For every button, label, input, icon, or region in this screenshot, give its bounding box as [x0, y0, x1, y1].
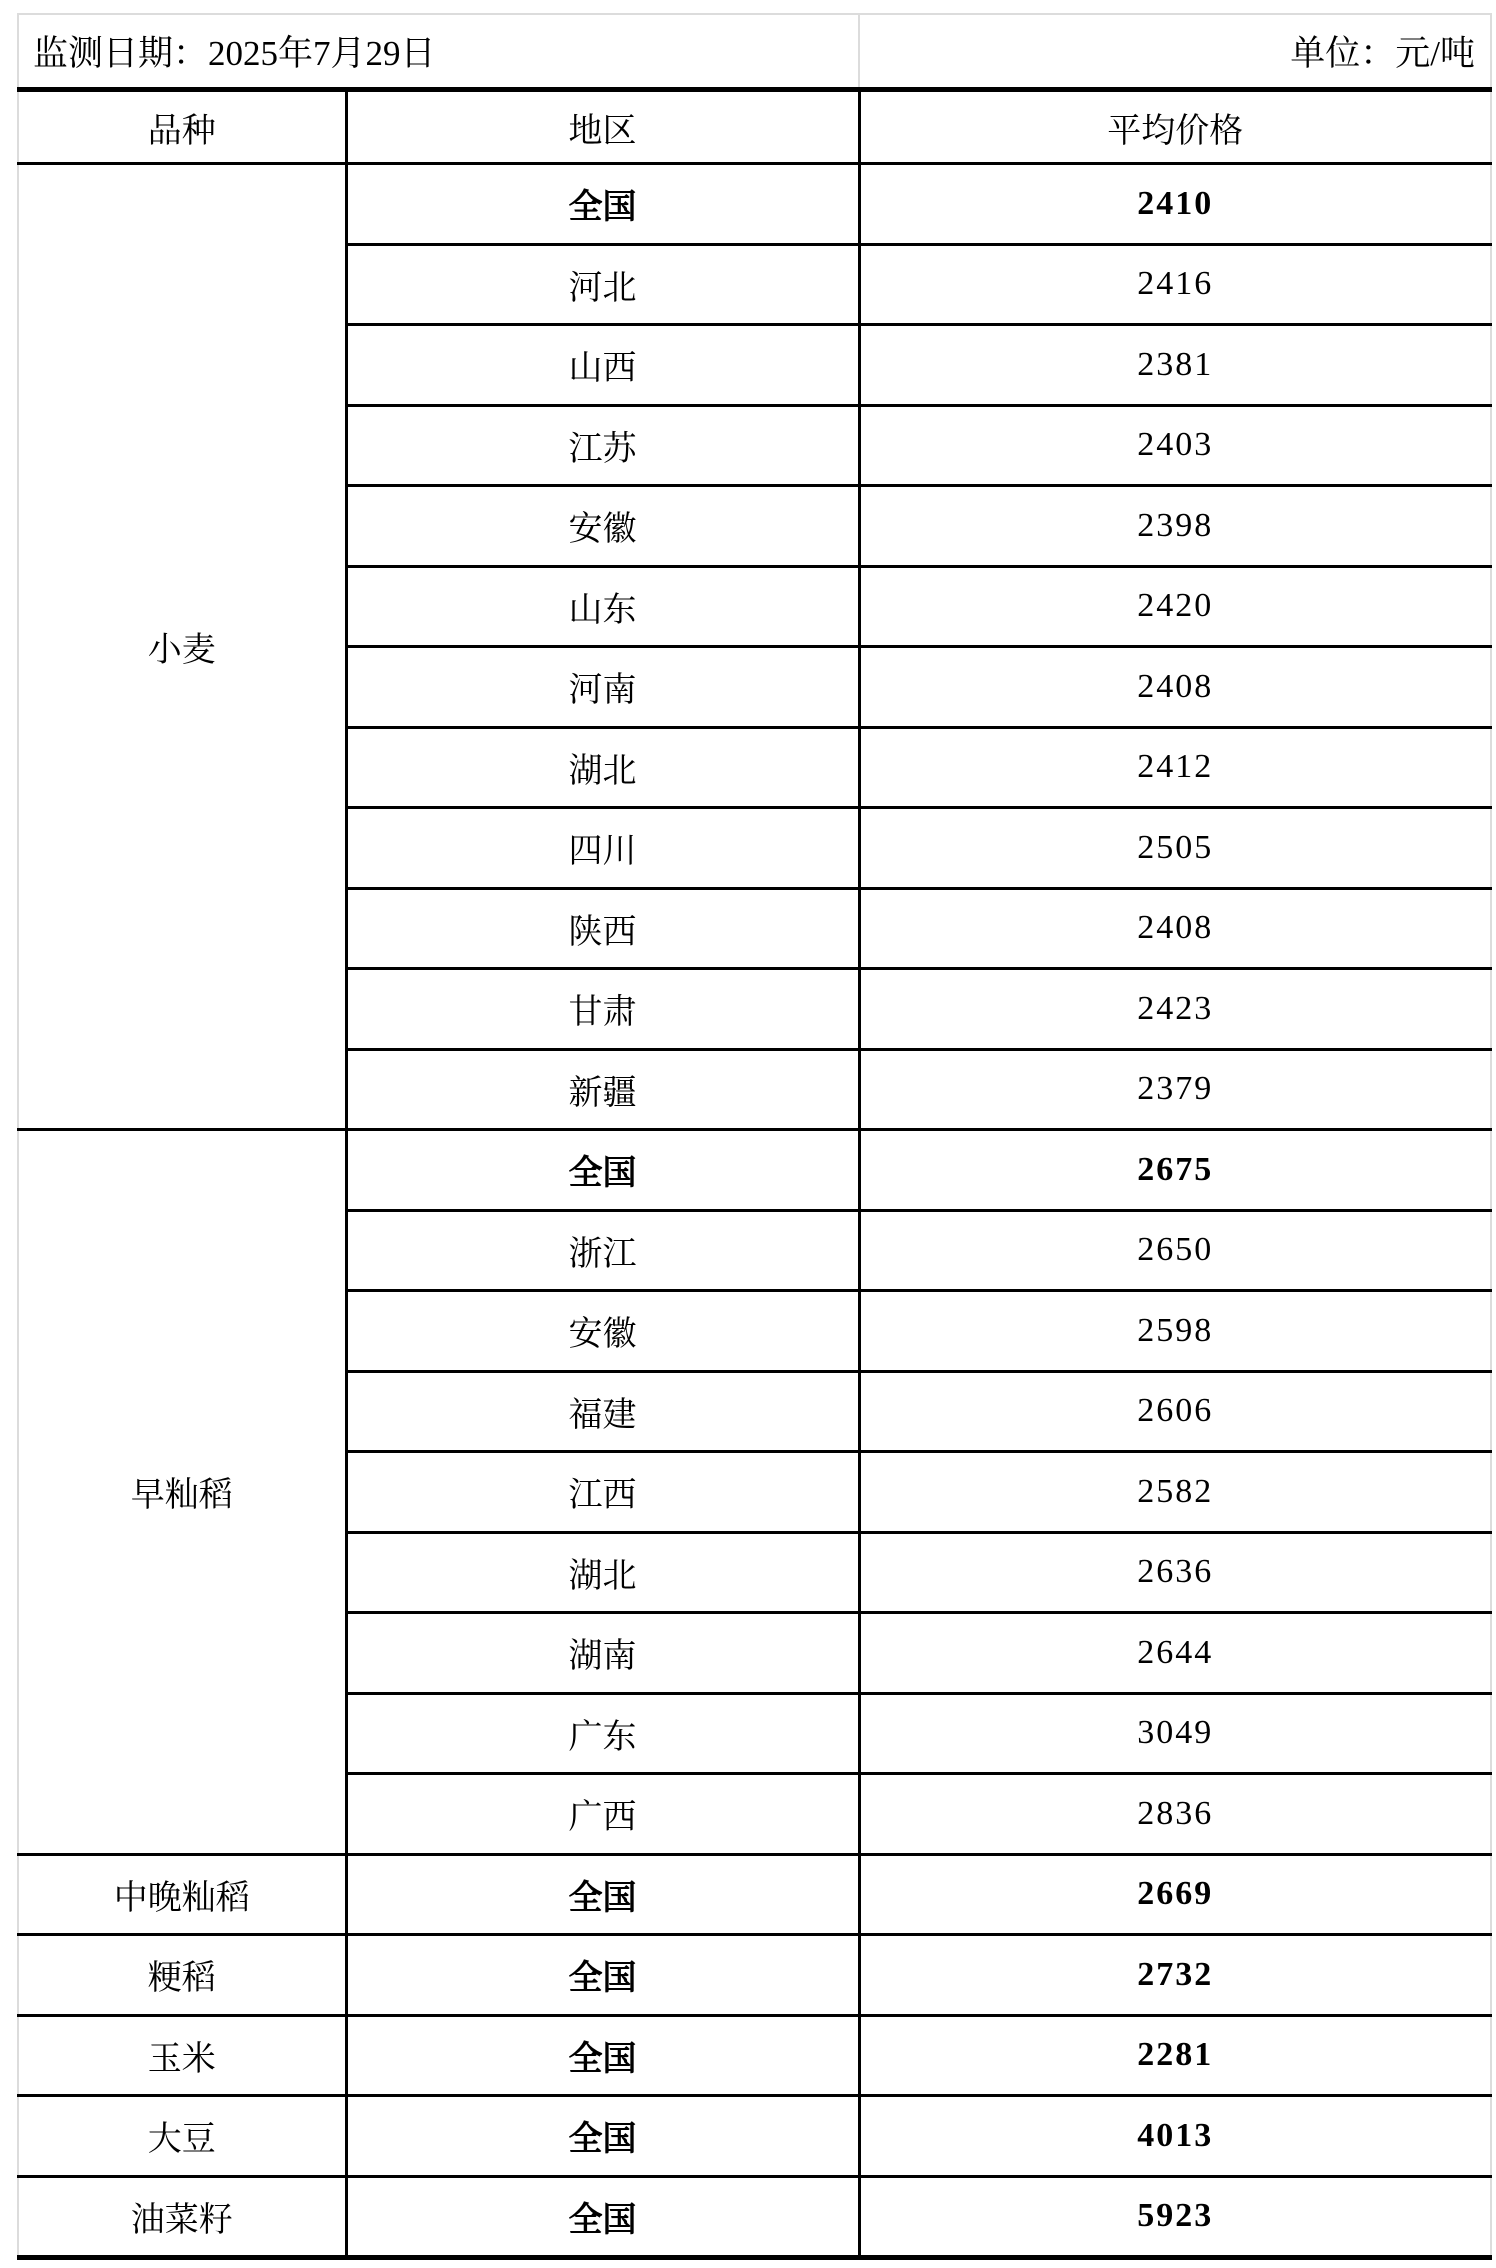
region-cell: 山西 [346, 325, 859, 406]
price-cell: 2408 [859, 647, 1491, 728]
region-cell: 全国 [346, 2015, 859, 2096]
table-row [18, 1935, 1491, 2016]
grain-price-table [17, 13, 1492, 2260]
column-header-row [18, 90, 1491, 164]
variety-cell: 粳稻 [18, 1935, 346, 2016]
region-cell: 湖南 [346, 1613, 859, 1694]
region-cell: 山东 [346, 566, 859, 647]
column-header-variety: 品种 [18, 90, 346, 164]
region-cell: 江西 [346, 1452, 859, 1533]
region-cell: 新疆 [346, 1049, 859, 1130]
column-header-price: 平均价格 [859, 90, 1491, 164]
price-cell: 2606 [859, 1371, 1491, 1452]
price-cell: 2505 [859, 808, 1491, 889]
table-row [18, 2176, 1491, 2258]
region-cell: 安徽 [346, 486, 859, 567]
price-cell: 2598 [859, 1291, 1491, 1372]
variety-cell: 玉米 [18, 2015, 346, 2096]
price-cell: 2836 [859, 1774, 1491, 1855]
price-cell: 2410 [859, 164, 1491, 245]
price-cell: 2416 [859, 244, 1491, 325]
region-cell: 湖北 [346, 1532, 859, 1613]
price-cell: 2398 [859, 486, 1491, 567]
region-cell: 全国 [346, 1130, 859, 1211]
price-cell: 2403 [859, 405, 1491, 486]
region-cell: 浙江 [346, 1210, 859, 1291]
price-cell: 2644 [859, 1613, 1491, 1694]
price-cell: 2582 [859, 1452, 1491, 1533]
region-cell: 江苏 [346, 405, 859, 486]
price-cell: 2379 [859, 1049, 1491, 1130]
region-cell: 全国 [346, 1935, 859, 2016]
region-cell: 广西 [346, 1774, 859, 1855]
price-cell: 2412 [859, 727, 1491, 808]
variety-cell: 早籼稻 [18, 1130, 346, 1855]
region-cell: 全国 [346, 164, 859, 245]
region-cell: 全国 [346, 2176, 859, 2258]
table-row [18, 2015, 1491, 2096]
column-header-region: 地区 [346, 90, 859, 164]
region-cell: 甘肃 [346, 969, 859, 1050]
region-cell: 河北 [346, 244, 859, 325]
variety-cell: 小麦 [18, 164, 346, 1130]
price-cell: 4013 [859, 2096, 1491, 2177]
table-row [18, 164, 1491, 245]
price-cell: 2675 [859, 1130, 1491, 1211]
region-cell: 湖北 [346, 727, 859, 808]
table-row [18, 1854, 1491, 1935]
price-cell: 2636 [859, 1532, 1491, 1613]
price-cell: 2669 [859, 1854, 1491, 1935]
region-cell: 河南 [346, 647, 859, 728]
region-cell: 全国 [346, 2096, 859, 2177]
price-cell: 2408 [859, 888, 1491, 969]
price-cell: 2281 [859, 2015, 1491, 2096]
price-cell: 3049 [859, 1693, 1491, 1774]
region-cell: 安徽 [346, 1291, 859, 1372]
price-cell: 2732 [859, 1935, 1491, 2016]
price-cell: 2381 [859, 325, 1491, 406]
variety-cell: 大豆 [18, 2096, 346, 2177]
price-cell: 5923 [859, 2176, 1491, 2258]
unit-label: 单位：元/吨 [859, 14, 1491, 90]
region-cell: 四川 [346, 808, 859, 889]
table-row [18, 2096, 1491, 2177]
table-row [18, 1130, 1491, 1211]
price-cell: 2420 [859, 566, 1491, 647]
region-cell: 广东 [346, 1693, 859, 1774]
info-row [18, 14, 1491, 90]
monitor-date-label: 监测日期：2025年7月29日 [18, 14, 859, 90]
region-cell: 全国 [346, 1854, 859, 1935]
price-cell: 2650 [859, 1210, 1491, 1291]
price-cell: 2423 [859, 969, 1491, 1050]
region-cell: 陕西 [346, 888, 859, 969]
region-cell: 福建 [346, 1371, 859, 1452]
variety-cell: 油菜籽 [18, 2176, 346, 2258]
variety-cell: 中晚籼稻 [18, 1854, 346, 1935]
